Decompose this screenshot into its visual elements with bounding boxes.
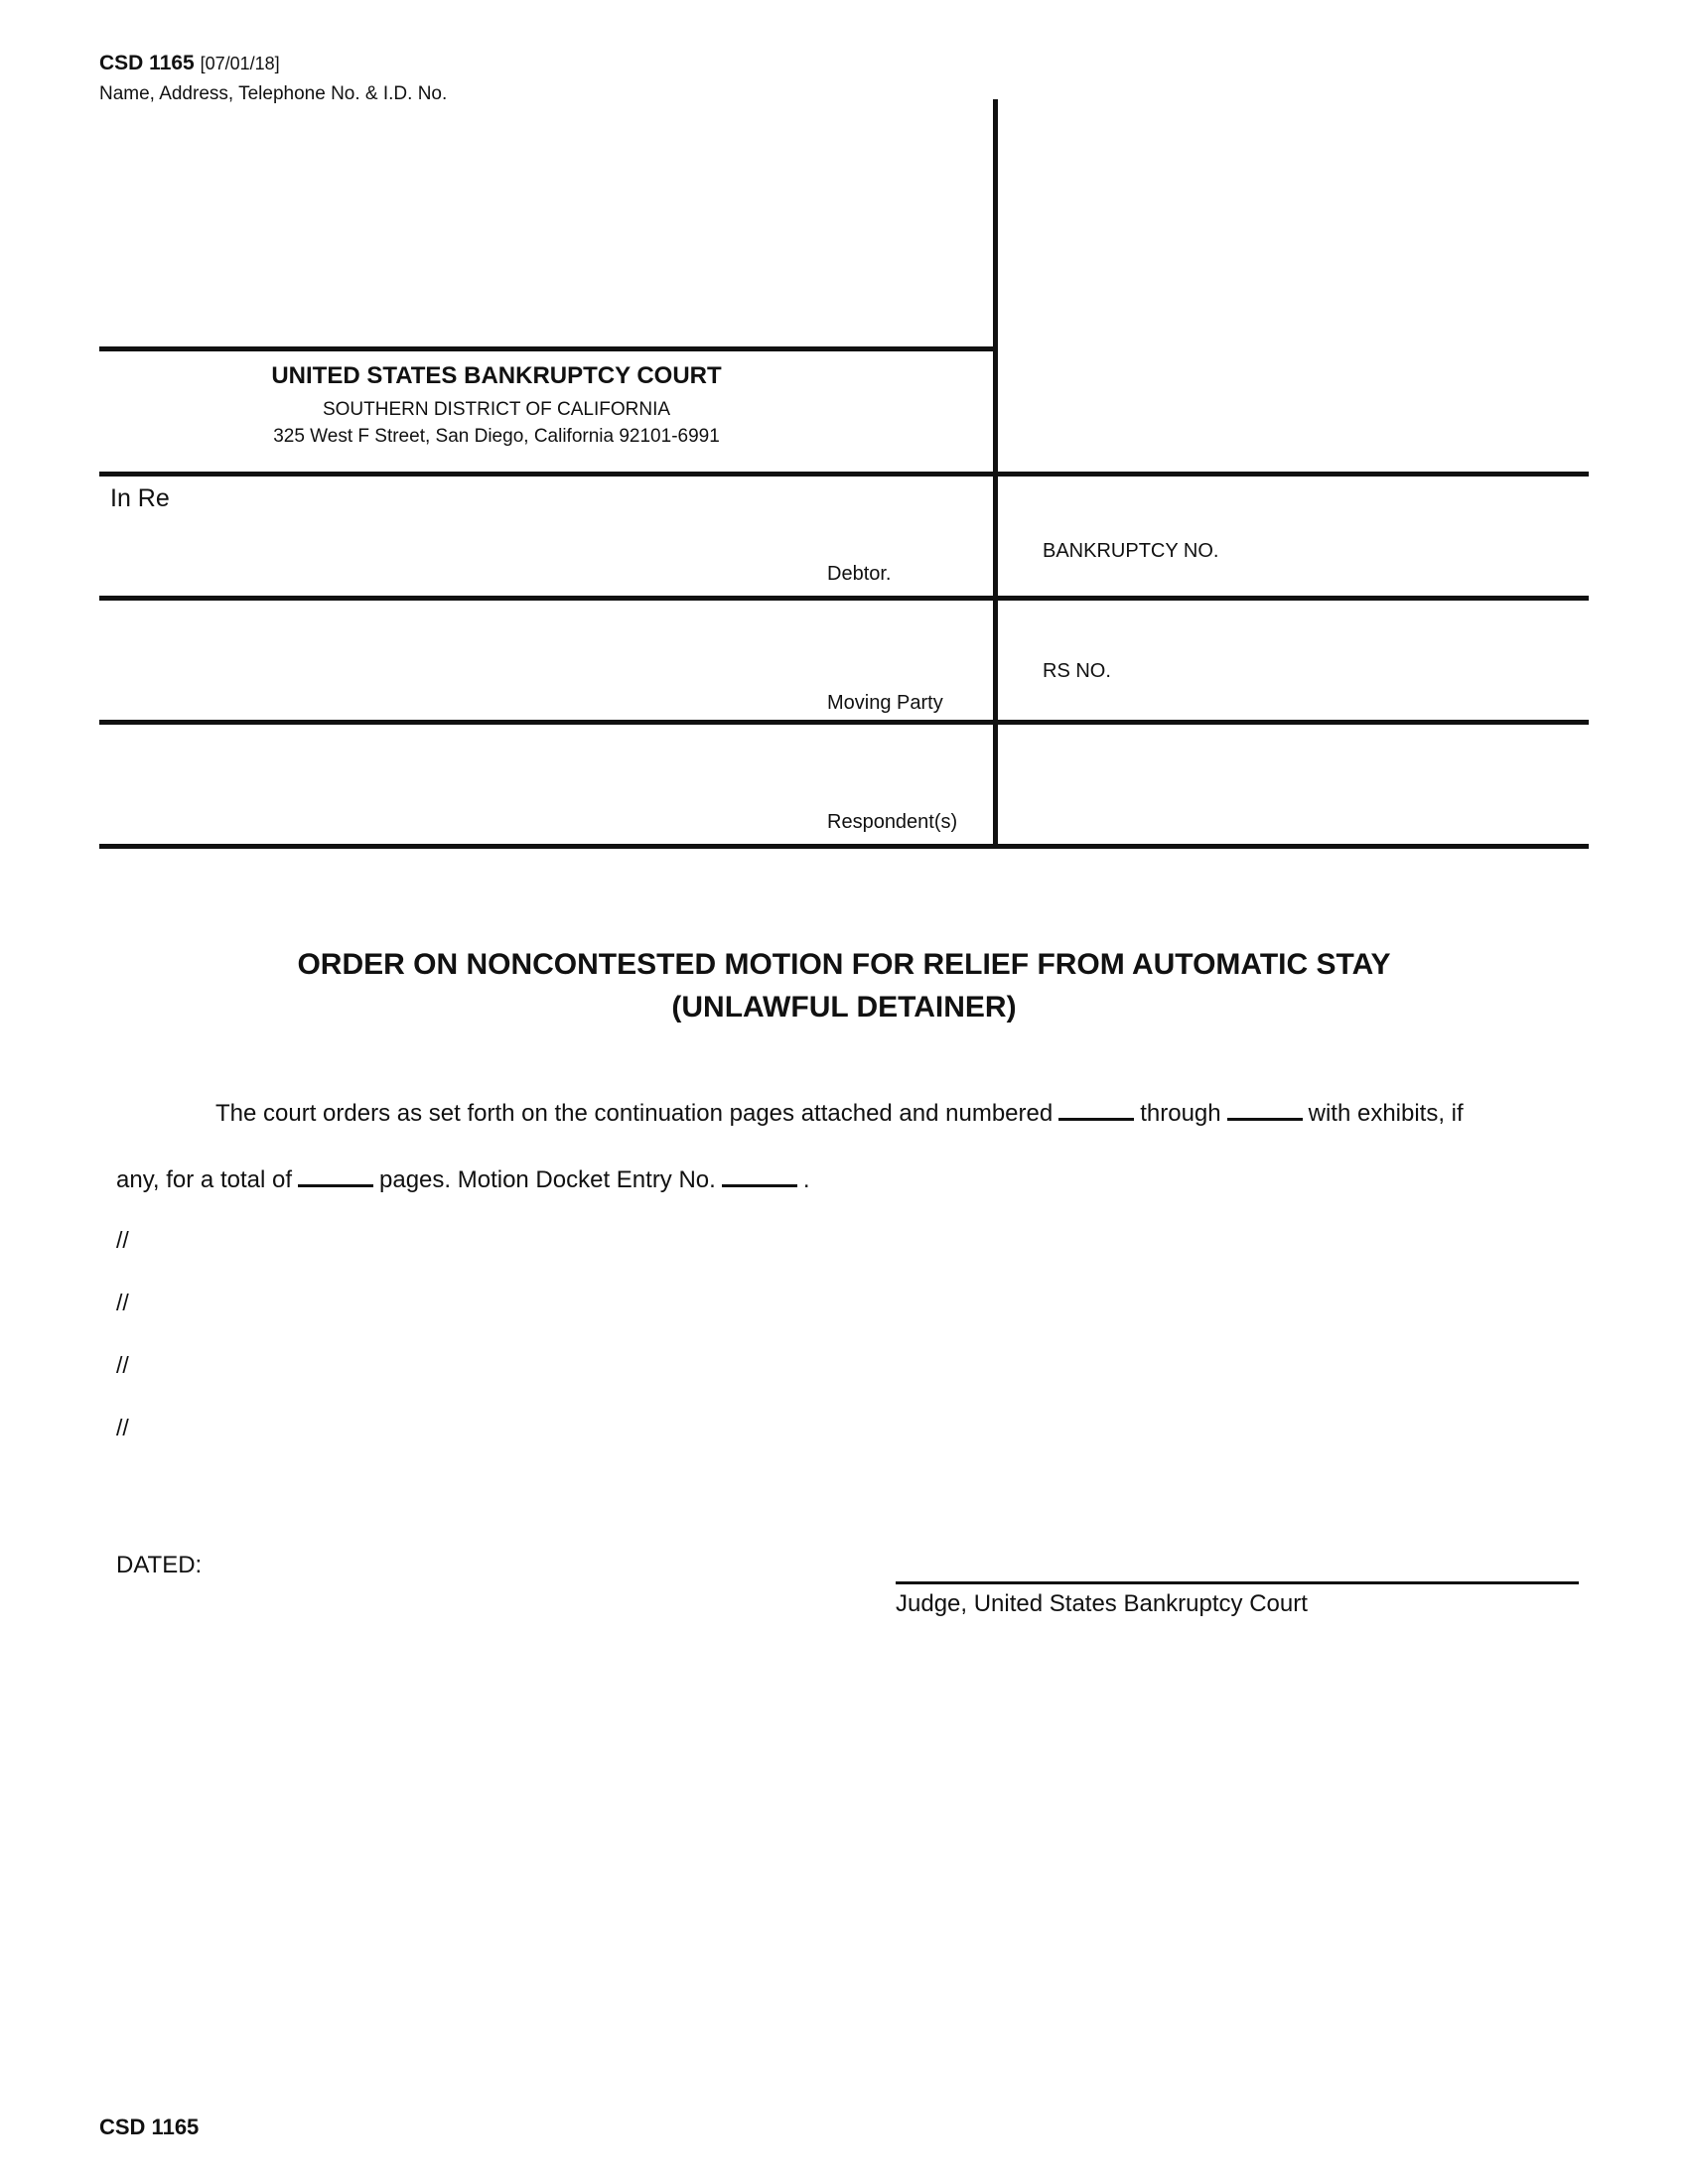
blank-total-pages[interactable] (298, 1182, 373, 1187)
continuation-slash-2: // (116, 1290, 129, 1315)
bankruptcy-no-label: BANKRUPTCY NO. (1043, 540, 1219, 562)
paragraph-text-a: The court orders as set forth on the continuation pages attached and numbered (215, 1100, 1054, 1127)
continuation-slash-4: // (116, 1415, 129, 1440)
caption-rule-inre (99, 472, 1589, 477)
blank-docket-entry[interactable] (722, 1182, 797, 1187)
order-paragraph-line-2 (116, 1166, 810, 1194)
moving-party-label: Moving Party (827, 692, 943, 714)
blank-end-page[interactable] (1227, 1116, 1303, 1121)
order-paragraph-line-1 (215, 1100, 1464, 1128)
caption-rule-respondents (99, 844, 1589, 849)
respondents-label: Respondent(s) (827, 811, 958, 833)
court-district: SOUTHERN DISTRICT OF CALIFORNIA (322, 399, 671, 420)
continuation-slash-3: // (116, 1352, 129, 1378)
footer-form-number: CSD 1165 (99, 2115, 200, 2139)
court-name: UNITED STATES BANKRUPTCY COURT (271, 362, 722, 389)
form-header (99, 52, 280, 75)
blank-start-page[interactable] (1058, 1116, 1134, 1121)
caption-rule-court (99, 346, 993, 351)
form-date: [07/01/18] (200, 54, 280, 73)
paragraph-text-f: . (802, 1166, 810, 1193)
order-title-line-2: (UNLAWFUL DETAINER) (671, 991, 1017, 1024)
paragraph-text-c: with exhibits, if (1308, 1100, 1464, 1127)
debtor-label: Debtor. (827, 563, 892, 585)
paragraph-text-d: any, for a total of (116, 1166, 292, 1193)
paragraph-text-b: through (1140, 1100, 1221, 1127)
caption-rule-moving-party (99, 720, 1589, 725)
judge-label: Judge, United States Bankruptcy Court (896, 1590, 1308, 1617)
dated-label: DATED: (116, 1552, 203, 1578)
paragraph-text-e: pages. Motion Docket Entry No. (379, 1166, 716, 1193)
judge-signature-line[interactable] (896, 1581, 1579, 1584)
form-number: CSD 1165 (99, 52, 195, 74)
order-title-line-1: ORDER ON NONCONTESTED MOTION FOR RELIEF FROM AUTOMATIC STAY (297, 948, 1391, 981)
caption-rule-debtor (99, 596, 1589, 601)
attorney-caption: Name, Address, Telephone No. & I.D. No. (99, 83, 448, 104)
in-re-label: In Re (110, 484, 170, 512)
court-address: 325 West F Street, San Diego, California 92101-6991 (273, 426, 720, 447)
rs-no-label: RS NO. (1043, 660, 1111, 682)
continuation-slash-1: // (116, 1227, 129, 1253)
